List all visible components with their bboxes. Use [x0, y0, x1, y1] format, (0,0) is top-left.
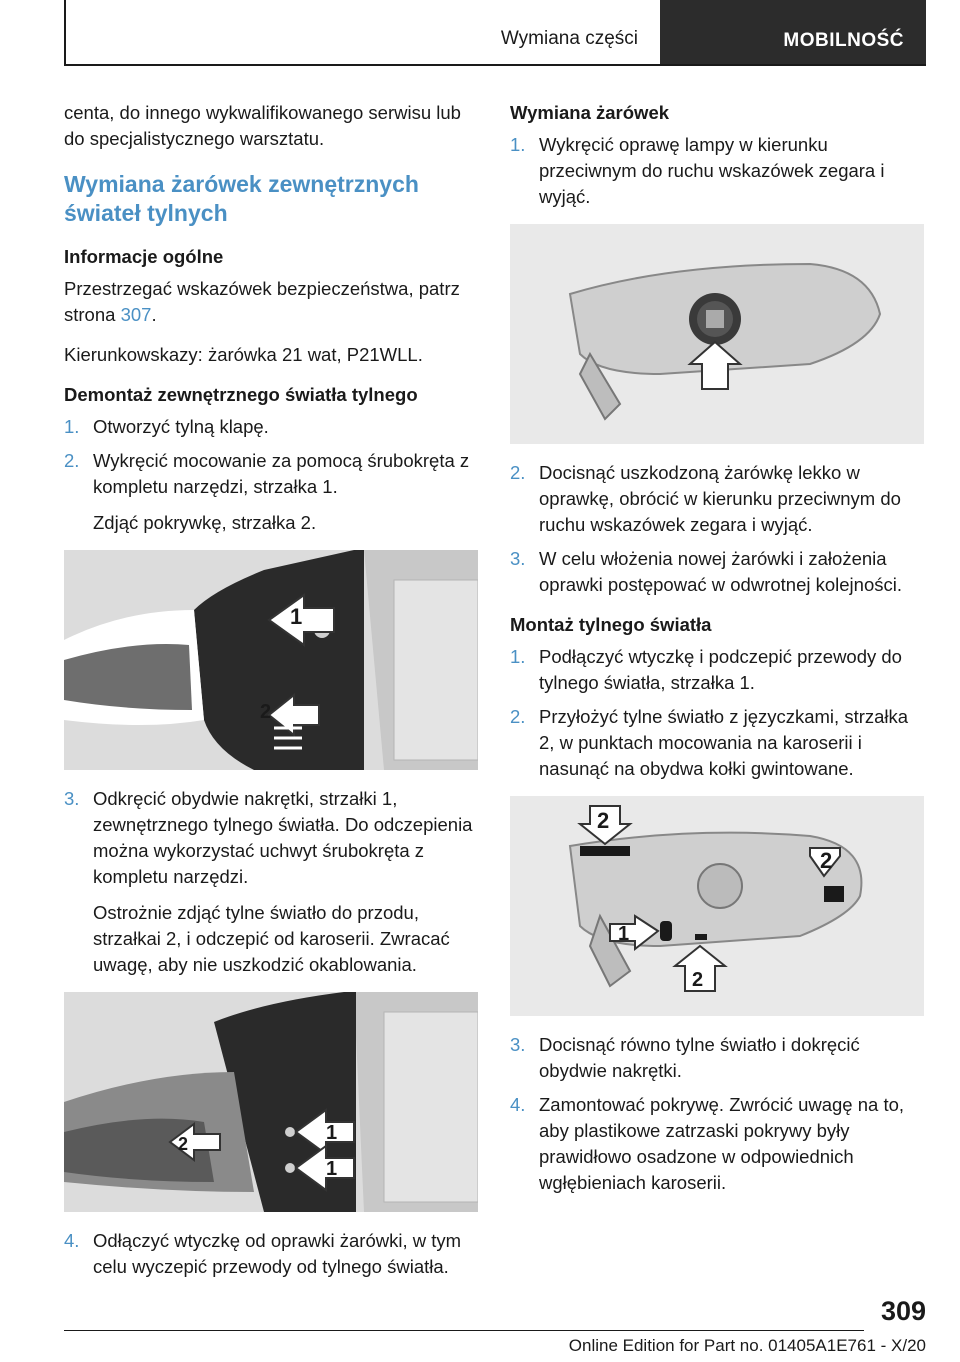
step-text: Przyłożyć tylne światło z języczkami, strzałka 2, w punktach mocowania na karoserii i nasunąć na obydwa kołki gwintowane.	[539, 706, 909, 779]
footer-rule	[64, 1330, 864, 1331]
header-rule	[64, 64, 926, 66]
step-item	[64, 414, 478, 440]
figure-callout-label: 2	[178, 1134, 189, 1154]
header-section	[66, 0, 648, 64]
info-text	[64, 276, 478, 328]
figure-callout-label: 2	[597, 808, 610, 833]
bulb-spec-text: Kierunkowskazy: żarówka 21 wat, P21WLL.	[64, 344, 423, 365]
step-text: Odłączyć wtyczkę od oprawki żarówki, w tym celu wyczepić przewody od tylnego światła.	[93, 1230, 462, 1277]
step-item	[510, 460, 924, 538]
bulb-title: Wymiana żarówek	[510, 102, 670, 123]
figure-callout-label: 2	[692, 969, 704, 991]
step-text: Otworzyć tylną klapę.	[93, 416, 269, 437]
figure-trunk-cover	[64, 550, 478, 770]
figure-callout-label: 2	[260, 701, 272, 723]
light-mounting-illustration	[510, 796, 924, 1016]
step-item	[64, 1228, 478, 1280]
step-text: Zamontować pokrywę. Zwrócić uwagę na to, aby plastikowe zatrzaski pokrywy były prawidłowo osadzone w odpowiednich wgłębieniach karoserii.	[539, 1094, 905, 1193]
step-text: Podłączyć wtyczkę i podczepić przewody do tylnego światła, strzałka 1.	[539, 646, 902, 693]
step-item	[510, 132, 924, 210]
figure-callout-label: 1	[290, 604, 303, 629]
step-number: 4.	[510, 1094, 526, 1115]
step-number: 2.	[64, 450, 80, 471]
intro-text: centa, do innego wykwalifikowanego serwisu lub do specjalistycznego warsztatu.	[64, 102, 461, 149]
figure-callout-label: 1	[618, 923, 630, 945]
right-column	[510, 100, 924, 1204]
step-number: 2.	[510, 462, 526, 483]
step-item	[510, 644, 924, 696]
edition-text: Online Edition for Part no. 01405A1E761 - X/20	[568, 1336, 926, 1355]
page-number: 309	[880, 1296, 926, 1326]
page-link-307[interactable]: 307	[120, 304, 152, 325]
figure-lamp-socket	[510, 224, 924, 444]
step-continuation: Ostrożnie zdjąć tylne światło do przodu, strzałkai 2, i odczepić od karoserii. Zwracać uwagę, aby nie uszkodzić okablowania.	[93, 902, 450, 975]
lamp-socket-illustration	[510, 224, 924, 444]
step-text: Odkręcić obydwie nakrętki, strzałki 1, zewnętrznego tylnego światła. Do odczepienia można wykorzystać uchwyt śrubokręta z kompletu narzędzi.	[93, 788, 473, 887]
step-item	[510, 1032, 924, 1084]
light-nuts-illustration	[64, 992, 478, 1212]
header-chapter-tab	[660, 0, 926, 64]
step-text: Wykręcić mocowanie za pomocą śrubokręta z kompletu narzędzi, strzałka 1.	[93, 450, 470, 497]
info-text-end: .	[151, 304, 157, 325]
step-text: W celu włożenia nowej żarówki i założenia oprawki postępować w odwrotnej kolejności.	[539, 548, 902, 595]
step-item	[64, 448, 478, 536]
step-number: 3.	[64, 788, 80, 809]
step-number: 1.	[510, 646, 526, 667]
figure-callout-label: 1	[326, 1158, 338, 1180]
step-item	[64, 786, 478, 978]
step-number: 3.	[510, 1034, 526, 1055]
section-title: Wymiana żarówek zewnętrznych świateł tylnych	[64, 171, 419, 226]
step-item	[510, 546, 924, 598]
removal-title: Demontaż zewnętrznego światła tylnego	[64, 384, 418, 405]
info-title: Informacje ogólne	[64, 246, 224, 267]
figure-light-mounting	[510, 796, 924, 1016]
step-number: 2.	[510, 706, 526, 727]
step-number: 1.	[510, 134, 526, 155]
left-column	[64, 100, 478, 1288]
step-number: 1.	[64, 416, 80, 437]
step-text: Docisnąć równo tylne światło i dokręcić obydwie nakrętki.	[539, 1034, 860, 1081]
figure-light-nuts	[64, 992, 478, 1212]
step-number: 4.	[64, 1230, 80, 1251]
info-text-body: Przestrzegać wskazówek bezpieczeństwa, patrz strona	[64, 278, 460, 325]
step-text: Docisnąć uszkodzoną żarówkę lekko w oprawkę, obrócić w kierunku przeciwnym do ruchu wskazówek zegara i wyjąć.	[539, 462, 901, 535]
trunk-cover-illustration	[64, 550, 478, 770]
step-item	[510, 704, 924, 782]
header-chapter-title: MOBILNOŚĆ	[783, 30, 904, 51]
step-item	[510, 1092, 924, 1196]
figure-callout-label: 2	[820, 848, 833, 873]
step-number: 3.	[510, 548, 526, 569]
header-section-title: Wymiana części	[500, 28, 638, 49]
step-continuation: Zdjąć pokrywkę, strzałka 2.	[93, 512, 317, 533]
step-text: Wykręcić oprawę lampy w kierunku przeciwnym do ruchu wskazówek zegara i wyjąć.	[539, 134, 885, 207]
mount-title: Montaż tylnego światła	[510, 614, 712, 635]
figure-callout-label: 1	[326, 1122, 338, 1144]
